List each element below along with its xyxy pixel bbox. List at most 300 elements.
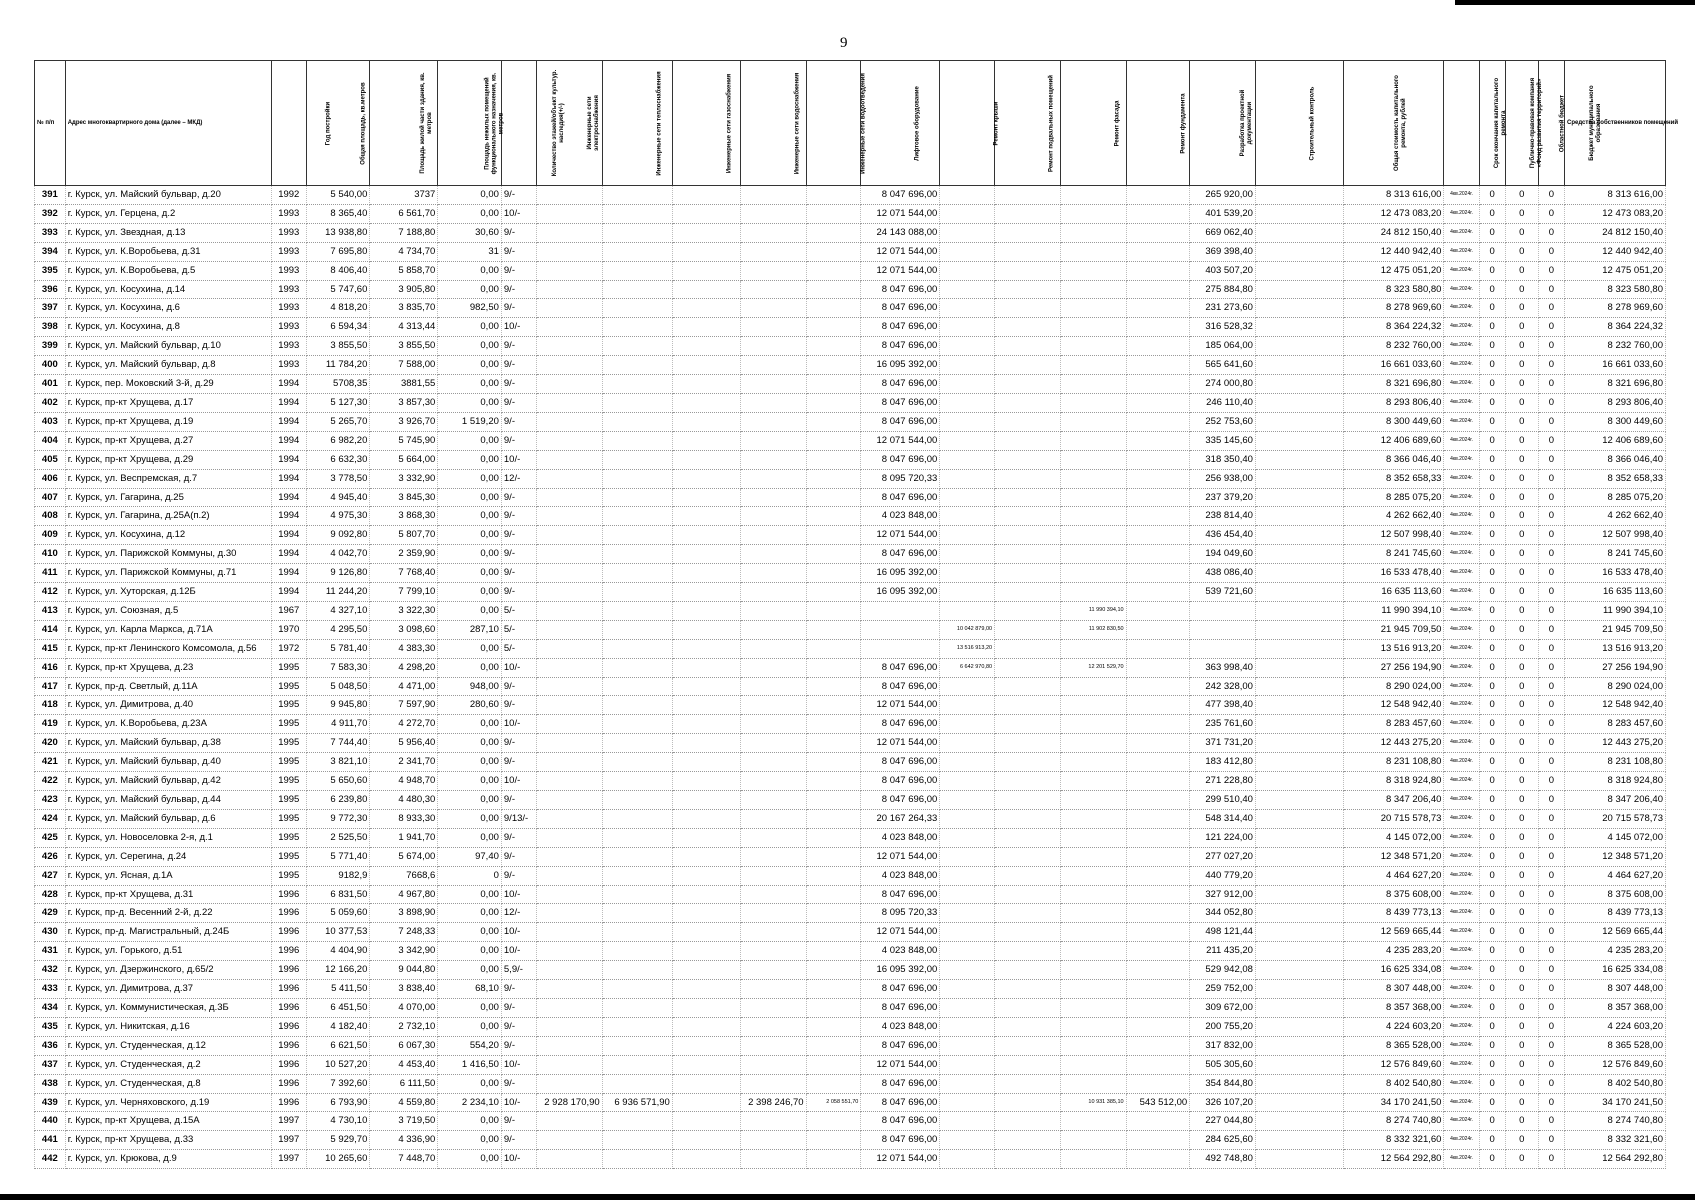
- cell-gas: [672, 1017, 740, 1036]
- cell-lift: 8 095 720,33: [861, 904, 940, 923]
- cell-total-cost: 8 313 616,00: [1343, 186, 1444, 205]
- cell-gas: [672, 393, 740, 412]
- cell-roof: [940, 564, 995, 583]
- cell-roof: [940, 866, 995, 885]
- cell-lift: 12 071 544,00: [861, 847, 940, 866]
- cell-floors: 9/-: [501, 488, 536, 507]
- cell-deadline: 4кв.2024г.: [1444, 772, 1479, 791]
- cell-heat: [602, 261, 672, 280]
- cell-facade: [1060, 583, 1126, 602]
- table-row: [35, 507, 1666, 526]
- cell-lift: 8 047 696,00: [861, 186, 940, 205]
- cell-floors: 10/-: [501, 1093, 536, 1112]
- cell-address: г. Курск, ул. Майский бульвар, д.20: [65, 186, 271, 205]
- cell-total-cost: 4 224 603,20: [1343, 1017, 1444, 1036]
- cell-deadline: 4кв.2024г.: [1444, 583, 1479, 602]
- cell-municipal: 0: [1538, 772, 1564, 791]
- cell-water: [740, 412, 806, 431]
- cell-address: г. Курск, ул. Майский бульвар, д.6: [65, 809, 271, 828]
- cell-heat: [602, 318, 672, 337]
- cell-total-area: 5 265,70: [306, 412, 370, 431]
- cell-lift: 12 071 544,00: [861, 1055, 940, 1074]
- cell-lift: 12 071 544,00: [861, 734, 940, 753]
- cell-sewer: [806, 186, 861, 205]
- table-row: [35, 639, 1666, 658]
- cell-nonliving-area: 0,00: [438, 488, 502, 507]
- cell-design: 265 920,00: [1190, 186, 1256, 205]
- cell-address: г. Курск, ул. Хуторская, д.12Б: [65, 583, 271, 602]
- cell-facade: [1060, 942, 1126, 961]
- cell-control: [1255, 431, 1343, 450]
- cell-owners: 12 548 942,40: [1564, 696, 1665, 715]
- cell-nonliving-area: 0,00: [438, 601, 502, 620]
- cell-facade: [1060, 526, 1126, 545]
- cell-heat: [602, 734, 672, 753]
- cell-deadline: 4кв.2024г.: [1444, 186, 1479, 205]
- cell-deadline: 4кв.2024г.: [1444, 677, 1479, 696]
- cell-design: 238 814,40: [1190, 507, 1256, 526]
- cell-deadline: 4кв.2024г.: [1444, 658, 1479, 677]
- cell-lift: 4 023 848,00: [861, 507, 940, 526]
- cell-lift: 16 095 392,00: [861, 961, 940, 980]
- cell-design: 316 528,32: [1190, 318, 1256, 337]
- col-header-roof: Ремонт крыши: [940, 61, 995, 186]
- cell-water: [740, 261, 806, 280]
- cell-fund: 0: [1479, 866, 1505, 885]
- cell-basement: [995, 507, 1061, 526]
- cell-lift: 8 047 696,00: [861, 280, 940, 299]
- cell-floors: 9/-: [501, 393, 536, 412]
- cell-num: 428: [35, 885, 66, 904]
- col-header-living-area: Площадь жилой части здания, кв. метров: [370, 61, 438, 186]
- cell-fund: 0: [1479, 715, 1505, 734]
- cell-deadline: 4кв.2024г.: [1444, 639, 1479, 658]
- cell-lift: 4 023 848,00: [861, 942, 940, 961]
- cell-deadline: 4кв.2024г.: [1444, 601, 1479, 620]
- cell-heat: [602, 564, 672, 583]
- col-header-deadline: Срок окончания капитального ремонта: [1444, 61, 1479, 186]
- cell-total-area: 4 730,10: [306, 1112, 370, 1131]
- table-row: [35, 904, 1666, 923]
- cell-floors: 9/-: [501, 337, 536, 356]
- cell-gas: [672, 601, 740, 620]
- cell-elec: [536, 412, 602, 431]
- cell-num: 423: [35, 791, 66, 810]
- cell-elec: [536, 753, 602, 772]
- cell-deadline: 4кв.2024г.: [1444, 791, 1479, 810]
- cell-elec: [536, 507, 602, 526]
- cell-total-cost: 8 321 696,80: [1343, 375, 1444, 394]
- cell-elec: [536, 734, 602, 753]
- cell-heat: [602, 677, 672, 696]
- cell-water: [740, 1074, 806, 1093]
- cell-control: [1255, 261, 1343, 280]
- table-row: [35, 753, 1666, 772]
- cell-elec: [536, 885, 602, 904]
- cell-basement: [995, 1017, 1061, 1036]
- cell-living-area: 3 719,50: [370, 1112, 438, 1131]
- cell-floors: 9/13/-: [501, 809, 536, 828]
- cell-water: [740, 318, 806, 337]
- cell-fund: 0: [1479, 885, 1505, 904]
- cell-regional: 0: [1505, 412, 1538, 431]
- cell-living-area: 5 807,70: [370, 526, 438, 545]
- cell-roof: [940, 488, 995, 507]
- cell-elec: [536, 356, 602, 375]
- cell-heat: [602, 942, 672, 961]
- cell-living-area: 4 453,40: [370, 1055, 438, 1074]
- cell-sewer: [806, 204, 861, 223]
- cell-municipal: 0: [1538, 1131, 1564, 1150]
- cell-deadline: 4кв.2024г.: [1444, 393, 1479, 412]
- cell-deadline: 4кв.2024г.: [1444, 1055, 1479, 1074]
- cell-fund: 0: [1479, 242, 1505, 261]
- cell-floors: 10/-: [501, 942, 536, 961]
- cell-num: 440: [35, 1112, 66, 1131]
- cell-facade: [1060, 828, 1126, 847]
- cell-sewer: [806, 242, 861, 261]
- cell-owners: 12 576 849,60: [1564, 1055, 1665, 1074]
- cell-fund: 0: [1479, 1150, 1505, 1169]
- cell-fund: 0: [1479, 280, 1505, 299]
- cell-owners: 8 402 540,80: [1564, 1074, 1665, 1093]
- cell-year: 1995: [271, 715, 306, 734]
- cell-num: 412: [35, 583, 66, 602]
- cell-living-area: 3 098,60: [370, 620, 438, 639]
- cell-floors: 9/-: [501, 242, 536, 261]
- cell-total-cost: 27 256 194,90: [1343, 658, 1444, 677]
- cell-elec: [536, 583, 602, 602]
- cell-regional: 0: [1505, 1055, 1538, 1074]
- cell-fund: 0: [1479, 299, 1505, 318]
- cell-address: г. Курск, ул. Союзная, д.5: [65, 601, 271, 620]
- cell-municipal: 0: [1538, 583, 1564, 602]
- cell-heat: [602, 1150, 672, 1169]
- cell-design: 539 721,60: [1190, 583, 1256, 602]
- cell-design: 492 748,80: [1190, 1150, 1256, 1169]
- cell-total-area: 9 092,80: [306, 526, 370, 545]
- cell-deadline: 4кв.2024г.: [1444, 299, 1479, 318]
- table-row: [35, 828, 1666, 847]
- cell-regional: 0: [1505, 318, 1538, 337]
- cell-address: г. Курск, пр-д. Светлый, д.11А: [65, 677, 271, 696]
- cell-sewer: [806, 942, 861, 961]
- cell-fund: 0: [1479, 393, 1505, 412]
- cell-foundation: [1126, 583, 1190, 602]
- cell-foundation: [1126, 204, 1190, 223]
- cell-address: г. Курск, ул. Веспремская, д.7: [65, 469, 271, 488]
- cell-year: 1994: [271, 375, 306, 394]
- cell-lift: 8 047 696,00: [861, 885, 940, 904]
- cell-gas: [672, 809, 740, 828]
- cell-year: 1994: [271, 450, 306, 469]
- cell-sewer: [806, 1131, 861, 1150]
- cell-roof: [940, 186, 995, 205]
- cell-design: 275 884,80: [1190, 280, 1256, 299]
- cell-total-area: 6 982,20: [306, 431, 370, 450]
- cell-gas: [672, 772, 740, 791]
- cell-address: г. Курск, ул. Горького, д.51: [65, 942, 271, 961]
- cell-facade: [1060, 847, 1126, 866]
- cell-total-cost: 34 170 241,50: [1343, 1093, 1444, 1112]
- cell-design: 505 305,60: [1190, 1055, 1256, 1074]
- cell-water: [740, 961, 806, 980]
- cell-roof: [940, 961, 995, 980]
- cell-total-area: 6 831,50: [306, 885, 370, 904]
- cell-heat: [602, 356, 672, 375]
- cell-floors: 10/-: [501, 318, 536, 337]
- cell-deadline: 4кв.2024г.: [1444, 204, 1479, 223]
- cell-municipal: 0: [1538, 337, 1564, 356]
- cell-owners: 8 323 580,80: [1564, 280, 1665, 299]
- cell-roof: [940, 469, 995, 488]
- cell-design: 317 832,00: [1190, 1036, 1256, 1055]
- cell-heat: [602, 1036, 672, 1055]
- cell-owners: 8 332 321,60: [1564, 1131, 1665, 1150]
- cell-design: 401 539,20: [1190, 204, 1256, 223]
- cell-facade: 11 902 830,50: [1060, 620, 1126, 639]
- cell-municipal: 0: [1538, 431, 1564, 450]
- cell-lift: 12 071 544,00: [861, 431, 940, 450]
- cell-total-cost: 12 473 083,20: [1343, 204, 1444, 223]
- cell-municipal: 0: [1538, 923, 1564, 942]
- cell-floors: 9/-: [501, 791, 536, 810]
- cell-basement: [995, 1112, 1061, 1131]
- cell-sewer: [806, 431, 861, 450]
- cell-facade: [1060, 545, 1126, 564]
- cell-fund: 0: [1479, 998, 1505, 1017]
- cell-facade: [1060, 715, 1126, 734]
- cell-deadline: 4кв.2024г.: [1444, 375, 1479, 394]
- cell-design: 121 224,00: [1190, 828, 1256, 847]
- table-row: [35, 318, 1666, 337]
- page-number: 9: [840, 35, 848, 51]
- cell-roof: 6 642 970,80: [940, 658, 995, 677]
- cell-heat: [602, 242, 672, 261]
- cell-sewer: [806, 337, 861, 356]
- cell-roof: [940, 942, 995, 961]
- cell-control: [1255, 961, 1343, 980]
- cell-control: [1255, 564, 1343, 583]
- cell-elec: [536, 1055, 602, 1074]
- col-header-address: Адрес многоквартирного дома (далее – МКД): [65, 61, 271, 186]
- cell-roof: [940, 923, 995, 942]
- cell-floors: 9/-: [501, 280, 536, 299]
- cell-fund: 0: [1479, 412, 1505, 431]
- cell-design: 327 912,00: [1190, 885, 1256, 904]
- cell-lift: 8 047 696,00: [861, 299, 940, 318]
- cell-total-area: 4 295,50: [306, 620, 370, 639]
- cell-control: [1255, 488, 1343, 507]
- cell-design: 183 412,80: [1190, 753, 1256, 772]
- cell-basement: [995, 450, 1061, 469]
- cell-roof: [940, 715, 995, 734]
- cell-gas: [672, 847, 740, 866]
- cell-heat: [602, 791, 672, 810]
- cell-fund: 0: [1479, 601, 1505, 620]
- cell-total-cost: 12 348 571,20: [1343, 847, 1444, 866]
- cell-lift: 8 047 696,00: [861, 545, 940, 564]
- cell-deadline: 4кв.2024г.: [1444, 261, 1479, 280]
- cell-municipal: 0: [1538, 261, 1564, 280]
- cell-basement: [995, 1131, 1061, 1150]
- cell-heat: [602, 186, 672, 205]
- col-header-foundation: Ремонт фундамента: [1126, 61, 1190, 186]
- cell-basement: [995, 1150, 1061, 1169]
- cell-owners: 8 366 046,40: [1564, 450, 1665, 469]
- cell-lift: 8 047 696,00: [861, 337, 940, 356]
- cell-water: [740, 772, 806, 791]
- cell-regional: 0: [1505, 1017, 1538, 1036]
- cell-heat: [602, 1131, 672, 1150]
- cell-lift: 12 071 544,00: [861, 242, 940, 261]
- cell-deadline: 4кв.2024г.: [1444, 242, 1479, 261]
- table-row: [35, 942, 1666, 961]
- cell-control: [1255, 1055, 1343, 1074]
- cell-water: 2 398 246,70: [740, 1093, 806, 1112]
- top-border-bar: [1455, 0, 1695, 5]
- cell-num: 420: [35, 734, 66, 753]
- cell-deadline: 4кв.2024г.: [1444, 961, 1479, 980]
- cell-address: г. Курск, пр-кт Хрущева, д.23: [65, 658, 271, 677]
- cell-roof: [940, 318, 995, 337]
- cell-lift: 4 023 848,00: [861, 1017, 940, 1036]
- cell-foundation: [1126, 847, 1190, 866]
- cell-facade: [1060, 564, 1126, 583]
- cell-total-area: 8 365,40: [306, 204, 370, 223]
- cell-facade: [1060, 431, 1126, 450]
- cell-owners: 8 352 658,33: [1564, 469, 1665, 488]
- cell-heat: [602, 337, 672, 356]
- cell-water: [740, 639, 806, 658]
- cell-owners: 8 285 075,20: [1564, 488, 1665, 507]
- cell-regional: 0: [1505, 715, 1538, 734]
- cell-total-cost: 16 635 113,60: [1343, 583, 1444, 602]
- cell-heat: [602, 280, 672, 299]
- cell-control: [1255, 998, 1343, 1017]
- cell-basement: [995, 280, 1061, 299]
- cell-sewer: [806, 885, 861, 904]
- cell-foundation: [1126, 885, 1190, 904]
- cell-total-area: 6 239,80: [306, 791, 370, 810]
- cell-year: 1994: [271, 526, 306, 545]
- cell-deadline: 4кв.2024г.: [1444, 847, 1479, 866]
- cell-owners: 12 507 998,40: [1564, 526, 1665, 545]
- cell-lift: 12 071 544,00: [861, 204, 940, 223]
- cell-year: 1993: [271, 242, 306, 261]
- cell-total-area: 5 127,30: [306, 393, 370, 412]
- cell-water: [740, 677, 806, 696]
- cell-floors: 9/-: [501, 753, 536, 772]
- cell-sewer: [806, 696, 861, 715]
- cell-elec: [536, 1131, 602, 1150]
- cell-year: 1995: [271, 677, 306, 696]
- cell-owners: 8 439 773,13: [1564, 904, 1665, 923]
- cell-total-area: 4 818,20: [306, 299, 370, 318]
- cell-year: 1994: [271, 545, 306, 564]
- cell-owners: 8 364 224,32: [1564, 318, 1665, 337]
- cell-roof: [940, 1112, 995, 1131]
- cell-heat: [602, 658, 672, 677]
- cell-fund: 0: [1479, 337, 1505, 356]
- cell-roof: [940, 223, 995, 242]
- cell-year: 1995: [271, 772, 306, 791]
- cell-floors: 9/-: [501, 677, 536, 696]
- cell-owners: 24 812 150,40: [1564, 223, 1665, 242]
- cell-foundation: [1126, 677, 1190, 696]
- cell-floors: 5/-: [501, 620, 536, 639]
- cell-foundation: [1126, 545, 1190, 564]
- cell-deadline: 4кв.2024г.: [1444, 545, 1479, 564]
- cell-address: г. Курск, ул. Ясная, д.1А: [65, 866, 271, 885]
- cell-total-cost: 8 366 046,40: [1343, 450, 1444, 469]
- cell-design: 256 938,00: [1190, 469, 1256, 488]
- cell-design: 185 064,00: [1190, 337, 1256, 356]
- col-header-total-area: Общая площадь, кв.метров: [306, 61, 370, 186]
- cell-foundation: [1126, 904, 1190, 923]
- cell-basement: [995, 204, 1061, 223]
- cell-water: [740, 469, 806, 488]
- cell-total-area: 10 265,60: [306, 1150, 370, 1169]
- cell-total-area: 11 244,20: [306, 583, 370, 602]
- cell-owners: 12 473 083,20: [1564, 204, 1665, 223]
- cell-design: 529 942,08: [1190, 961, 1256, 980]
- cell-total-area: 5 059,60: [306, 904, 370, 923]
- cell-sewer: [806, 866, 861, 885]
- cell-foundation: [1126, 507, 1190, 526]
- cell-total-cost: 16 533 478,40: [1343, 564, 1444, 583]
- cell-fund: 0: [1479, 1131, 1505, 1150]
- cell-nonliving-area: 0: [438, 866, 502, 885]
- cell-living-area: 7 448,70: [370, 1150, 438, 1169]
- cell-lift: 8 047 696,00: [861, 488, 940, 507]
- cell-roof: [940, 356, 995, 375]
- cell-total-area: 3 821,10: [306, 753, 370, 772]
- table-row: [35, 375, 1666, 394]
- cell-roof: 10 042 879,00: [940, 620, 995, 639]
- cell-fund: 0: [1479, 753, 1505, 772]
- cell-address: г. Курск, ул. Новоселовка 2-я, д.1: [65, 828, 271, 847]
- cell-lift: 8 047 696,00: [861, 1036, 940, 1055]
- cell-basement: [995, 791, 1061, 810]
- cell-regional: 0: [1505, 601, 1538, 620]
- cell-owners: 8 307 448,00: [1564, 980, 1665, 999]
- cell-fund: 0: [1479, 318, 1505, 337]
- cell-total-area: 5 048,50: [306, 677, 370, 696]
- cell-elec: [536, 1036, 602, 1055]
- cell-facade: 10 931 385,10: [1060, 1093, 1126, 1112]
- cell-water: [740, 186, 806, 205]
- cell-nonliving-area: 0,00: [438, 942, 502, 961]
- cell-roof: [940, 1036, 995, 1055]
- cell-nonliving-area: 0,00: [438, 828, 502, 847]
- cell-gas: [672, 791, 740, 810]
- cell-total-area: 5 650,60: [306, 772, 370, 791]
- cell-total-cost: 8 365 528,00: [1343, 1036, 1444, 1055]
- cell-floors: 9/-: [501, 866, 536, 885]
- table-row: [35, 469, 1666, 488]
- cell-basement: [995, 980, 1061, 999]
- cell-total-area: 6 632,30: [306, 450, 370, 469]
- col-header-num: № п/п: [35, 61, 66, 186]
- cell-sewer: [806, 828, 861, 847]
- cell-gas: [672, 942, 740, 961]
- cell-regional: 0: [1505, 923, 1538, 942]
- cell-num: 433: [35, 980, 66, 999]
- cell-design: 318 350,40: [1190, 450, 1256, 469]
- cell-total-cost: 4 262 662,40: [1343, 507, 1444, 526]
- table-row: [35, 356, 1666, 375]
